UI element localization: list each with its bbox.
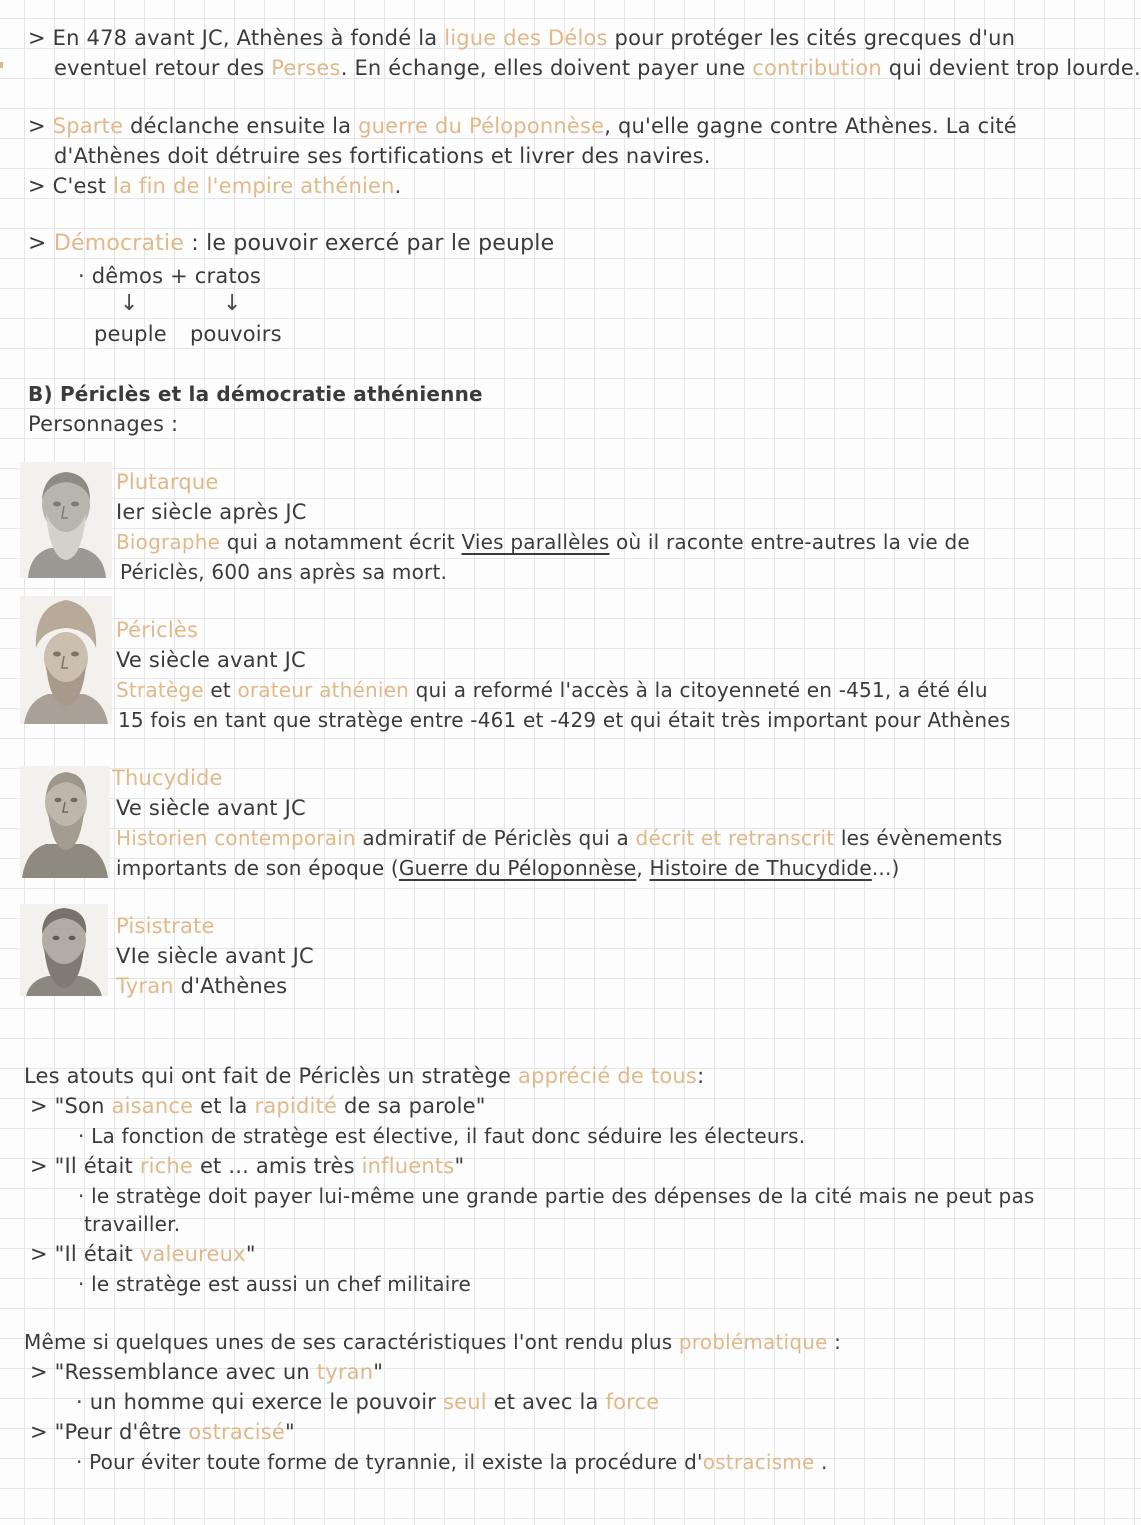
atouts-point-1 (30, 1092, 486, 1120)
text: , (636, 856, 650, 880)
atouts-detail-3: · le stratège est aussi un chef militaire (78, 1272, 471, 1296)
text: et la (193, 1094, 255, 1118)
text: " (454, 1154, 465, 1178)
down-arrow-icon: ↓ (223, 291, 242, 316)
character-desc-line-1 (116, 824, 1003, 852)
atouts-title (24, 1062, 704, 1090)
text: " (245, 1242, 256, 1266)
atouts-detail-2b: travailler. (84, 1212, 181, 1236)
highlight-riche: riche (139, 1154, 194, 1178)
text: importants de son époque ( (116, 856, 399, 880)
text: qui devient trop lourde. (881, 56, 1141, 80)
text: Les atouts qui ont fait de Périclès un stratège (24, 1064, 518, 1088)
character-era: Ier siècle après JC (116, 500, 307, 524)
margin-marker (0, 62, 3, 68)
text: > "Ressemblance avec un (30, 1360, 317, 1384)
probleme-point-1 (30, 1358, 383, 1386)
section-title: B) Périclès et la démocratie athénienne (28, 382, 483, 406)
work-title: Histoire de Thucydide (649, 856, 872, 880)
text: Même si quelques unes de ses caractéristiques l'ont rendu plus (24, 1330, 679, 1354)
text: > "Peur d'être (30, 1420, 189, 1444)
highlight-orateur-athenien: orateur athénien (237, 678, 410, 702)
character-desc-line-1 (116, 972, 287, 1000)
character-name: Thucydide (112, 766, 223, 790)
character-desc-line-2 (116, 854, 900, 882)
highlight-problematique: problématique (678, 1330, 828, 1354)
atouts-detail-2: · le stratège doit payer lui-même une grande partie des dépenses de la cité mais ne peut pas (78, 1184, 1035, 1208)
work-title: Guerre du Péloponnèse (398, 856, 637, 880)
character-name: Pisistrate (116, 914, 215, 938)
text: > (28, 114, 53, 138)
character-era: Ve siècle avant JC (116, 648, 306, 672)
highlight-tyran: Tyran (116, 974, 174, 998)
text: admiratif de Périclès qui a (355, 826, 636, 850)
text: et avec la (486, 1390, 606, 1414)
text: > C'est (28, 174, 114, 198)
highlight-stratege: Stratège (116, 678, 204, 702)
text: déclanche ensuite la (123, 114, 359, 138)
character-era: Ve siècle avant JC (116, 796, 306, 820)
highlight-influents: influents (361, 1154, 455, 1178)
text: " (373, 1360, 384, 1384)
text: . En échange, elles doivent payer une (340, 56, 753, 80)
highlight-decrit-retranscrit: décrit et retranscrit (635, 826, 835, 850)
text: > "Il était (30, 1242, 140, 1266)
text: et ... amis très (193, 1154, 362, 1178)
text: > (28, 231, 54, 256)
pericles-helmet-bust-icon (20, 596, 112, 724)
text: · Pour éviter toute forme de tyrannie, il existe la procédure d' (76, 1450, 703, 1474)
probleme-detail-1 (76, 1388, 659, 1416)
highlight-apprecie: apprécié de tous (518, 1064, 698, 1088)
thucydides-bust-icon (20, 766, 110, 878)
text: pour protéger les cités grecques d'un (607, 26, 1016, 50)
section-subtitle: Personnages : (28, 412, 179, 436)
probleme-title (24, 1328, 841, 1356)
highlight-valeureux: valeureux (139, 1242, 246, 1266)
atouts-detail-1: · La fonction de stratège est élective, il faut donc séduire les électeurs. (78, 1124, 806, 1148)
character-name: Plutarque (116, 470, 219, 494)
atouts-point-3 (30, 1240, 256, 1268)
text: , qu'elle gagne contre Athènes. La cité (604, 114, 1017, 138)
text: eventuel retour des (54, 56, 272, 80)
character-desc-line-2: Périclès, 600 ans après sa mort. (120, 560, 448, 584)
etymology-word-pouvoirs: pouvoirs (190, 322, 282, 346)
text: · un homme qui exerce le pouvoir (76, 1390, 443, 1414)
text: de sa parole" (337, 1094, 486, 1118)
highlight-tyran: tyran (316, 1360, 374, 1384)
highlight-guerre-peloponnese: guerre du Péloponnèse (358, 114, 605, 138)
down-arrow-icon: ↓ (120, 291, 139, 316)
highlight-biographe: Biographe (116, 530, 221, 554)
probleme-detail-2 (76, 1448, 828, 1476)
text: où il raconte entre-autres la vie de (609, 530, 970, 554)
text: et (203, 678, 238, 702)
text: les évènements (834, 826, 1003, 850)
plutarch-bust-icon (20, 462, 112, 578)
intro-line-5 (28, 172, 402, 200)
book-title: Vies parallèles (461, 530, 610, 554)
text: . (394, 174, 402, 198)
text: > "Son (30, 1094, 112, 1118)
highlight-fin-empire: la fin de l'empire athénien (113, 174, 395, 198)
text: d'Athènes (173, 974, 288, 998)
intro-line-democratie (28, 230, 554, 258)
text: qui a notamment écrit (220, 530, 462, 554)
probleme-point-2 (30, 1418, 295, 1446)
intro-line-2 (54, 54, 1141, 82)
text: qui a reformé l'accès à la citoyenneté en -451, a été élu (409, 678, 988, 702)
intro-line-4: d'Athènes doit détruire ses fortifications et livrer des navires. (54, 144, 711, 168)
highlight-historien: Historien contemporain (116, 826, 356, 850)
text: ...) (871, 856, 900, 880)
text: . (814, 1450, 828, 1474)
highlight-contribution: contribution (752, 56, 882, 80)
etymology-word-peuple: peuple (94, 322, 167, 346)
text: > En 478 avant JC, Athènes à fondé la (28, 26, 445, 50)
character-name: Périclès (116, 618, 199, 642)
atouts-point-2 (30, 1152, 464, 1180)
character-desc-line-2: 15 fois en tant que stratège entre -461 et -429 et qui était très important pour Athènes (118, 708, 1011, 732)
highlight-democratie: Démocratie (53, 231, 185, 256)
character-desc-line-1 (116, 676, 988, 704)
text: : (827, 1330, 842, 1354)
highlight-perses: Perses (271, 56, 341, 80)
text: : le pouvoir exercé par le peuple (184, 231, 555, 256)
intro-line-1 (28, 24, 1015, 52)
highlight-ostracise: ostracisé (188, 1420, 285, 1444)
highlight-aisance: aisance (111, 1094, 194, 1118)
highlight-force: force (605, 1390, 660, 1414)
highlight-ligue-delos: ligue des Délos (444, 26, 608, 50)
text: > "Il était (30, 1154, 140, 1178)
highlight-sparte: Sparte (52, 114, 124, 138)
highlight-seul: seul (442, 1390, 487, 1414)
pisistratus-bust-icon (20, 904, 108, 996)
highlight-ostracisme: ostracisme (702, 1450, 815, 1474)
character-desc-line-1 (116, 528, 970, 556)
text: " (285, 1420, 295, 1444)
intro-line-3 (28, 112, 1017, 140)
highlight-rapidite: rapidité (254, 1094, 338, 1118)
etymology-line: · dêmos + cratos (78, 264, 262, 288)
text: : (697, 1064, 705, 1088)
character-era: VIe siècle avant JC (116, 944, 314, 968)
